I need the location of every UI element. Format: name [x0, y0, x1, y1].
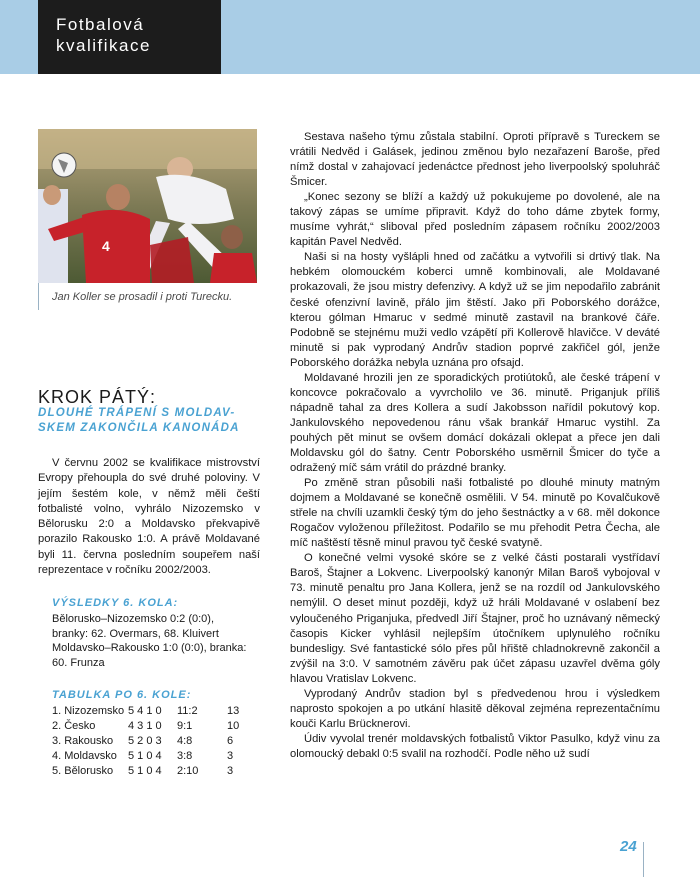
- section-tag-line2: kvalifikace: [56, 36, 151, 55]
- section-tag-line1: Fotbalová: [56, 15, 145, 34]
- table-row: [52, 719, 239, 734]
- jersey-number: 4: [102, 238, 110, 254]
- results-line: Moldavsko–Rakousko 1:0 (0:0), branka:: [52, 642, 247, 655]
- record-cell: 5 2 0 3: [128, 735, 162, 747]
- score-cell: 11:2: [177, 705, 198, 717]
- article-paragraph: Vyprodaný Andrův stadion byl s předvedenou hrou i výsledkem naprosto spokojen a po utkání hlasitě děkoval zejména reprezentačnímu kouči Karlu Brücknerovi.: [290, 687, 660, 730]
- article-paragraph: Po změně stran působili naši fotbalisté po dlouhé minuty matným dojmem a Moldavané se konečně osmělili. V 54. minutě po Kovalčukově střele na chvíli uzamkli český tým do jeho šestnáctky a v 68. měl dokonce Rogačov vyloženou příležitost. Podařilo se mu přehodit Petra Čecha, ale míč naštěstí těsně minul pravou tyč české svatyně.: [290, 477, 660, 550]
- points-cell: 10: [227, 720, 240, 732]
- article-paragraph: O konečné velmi vysoké skóre se z velké části postarali vystřídaví Baroš, Štajner a Lokvenc. Liverpoolský kanonýr Milan Baroš vybojoval v 73. minutě penaltu pro Jana Kollera, jenž se na rozdíl od Jankulovského nemýlil. O deset minut později, když už hráli Moldavané v oslabení bez vyloučeného Priganjuka, předvedl Jiří Štajner, proč ho uznávaný německý časopis Kicker vyhlásil nejlepším útočníkem uplynulého ročníku bundesligy. Své fantastické sólo přes půl hřiště chladnokrevně zakončil a zvýšil na 3:0. V samotném závěru pak účet zápasu uzavřel dvěma góly hlavou Vratislav Lokvenc.: [290, 552, 660, 685]
- score-cell: 3:8: [177, 750, 193, 762]
- intro-text: [38, 456, 260, 578]
- team-cell: 1. Nizozemsko: [52, 705, 125, 717]
- points-cell: 13: [227, 705, 240, 717]
- results-list: [52, 612, 262, 670]
- record-cell: 5 4 1 0: [128, 705, 162, 717]
- article-paragraph: Sestava našeho týmu zůstala stabilní. Oproti přípravě s Tureckem se vrátili Nedvěd i Galásek, jedinou změnou bylo nezařazení Baroše, před nímž dostal v zahajovací jedenáctce přednost jeho liverpoolský spoluhráč Šmicer.: [290, 131, 660, 189]
- article-paragraph: „Konec sezony se blíží a každý už pokukujeme po dovolené, ale na takový zápas se umíme připravit. Když do toho dáme zbytek formy, musíme vyhrát,“ sliboval před posledním zápasem ročníku 2002/2003 kapitán Pavel Nedvěd.: [290, 191, 660, 249]
- page-number-rule: [643, 842, 644, 877]
- caption-rule: [38, 283, 39, 310]
- article-paragraph: Naši si na hosty vyšlápli hned od začátku a vytvořili si drtivý tlak. Na hebkém olomouckém koberci umně kombinovali, ale Moldavané prokazovali, že jsou mistry defenzivy. A když už se jim nepodařilo zabránit české ofenzivní lavině, přálo jim štěstí. Jako při Poborského dorážce, kterou gólman Hmaruc v sedmé minutě zastavil na brankové čáře. Podobně se stejnému muži vedlo vzápětí při Kollerově hlavičce. V deváté minutě si pak vyprodaný Andrův stadion poprvé zakřičel gól, jenže Poborského dorážka nebyla uznána pro ofsajd.: [290, 251, 660, 369]
- page-number: 24: [620, 838, 637, 855]
- article-paragraph: Údiv vyvolal trenér moldavských fotbalistů Viktor Pasulko, když vinu za olomoucký debakl 0:5 svalil na rozhodčí. Podle něho už sudí: [290, 732, 660, 760]
- match-photo-illustration: [38, 129, 257, 283]
- results-line: 60. Frunza: [52, 656, 105, 669]
- record-cell: 4 3 1 0: [128, 720, 162, 732]
- points-cell: 3: [227, 765, 234, 777]
- match-photo: [38, 129, 257, 283]
- team-cell: 2. Česko: [52, 720, 96, 732]
- article-paragraph: Moldavané hrozili jen ze sporadických protiútoků, ale české trápení v koncovce pokračovalo a vyvrcholilo ve 36. minutě. Priganjuk příliš nápadně tahal za dres Kollera a sudí Jakobsson nařídil pokutový kop. Jankulovského nepovedenou ránu však brankář Hmaruc vystihl. Za pouhých pět minut se ovšem domácí dokázali oklepat a přece jen dali Moldavsku gól do šatny. Centr Poborského usměrnil Šmicer do tyče a odražený míč sám vrátil do prázdné branky.: [290, 371, 660, 475]
- score-cell: 4:8: [177, 735, 193, 747]
- table-row: [52, 764, 239, 779]
- table-row: [52, 749, 239, 764]
- team-cell: 4. Moldavsko: [52, 750, 117, 762]
- article-body: [290, 130, 660, 762]
- subheading-line2: SKEM ZAKONČILA KANONÁDA: [38, 422, 240, 434]
- record-cell: 5 1 0 4: [128, 750, 162, 762]
- standings-table: [52, 704, 239, 779]
- table-row: [52, 734, 239, 749]
- points-cell: 6: [227, 735, 234, 747]
- results-line: branky: 62. Overmars, 68. Kluivert: [52, 627, 219, 640]
- record-cell: 5 1 0 4: [128, 765, 162, 777]
- score-cell: 2:10: [177, 765, 199, 777]
- subheading-line1: DLOUHÉ TRÁPENÍ S MOLDAV-: [38, 407, 236, 419]
- section-tag: [38, 0, 221, 74]
- team-cell: 5. Bělorusko: [52, 765, 114, 777]
- intro-paragraph: V červnu 2002 se kvalifikace mistrovství Evropy přehoupla do své druhé poloviny. V jejím šestém kole, v němž měli čeští fotbalisté volno, vyhrálo Nizozemsko v Bělorusku 2:0 a Moldavsko překvapivě porazilo Rakousko 1:0. A právě Moldavané byli 11. června posledním soupeřem naší reprezentace v ročníku 2002/2003.: [38, 457, 260, 577]
- table-heading: TABULKA PO 6. KOLE:: [52, 689, 192, 701]
- team-cell: 3. Rakousko: [52, 735, 114, 747]
- photo-caption: Jan Koller se prosadil i proti Turecku.: [52, 291, 233, 303]
- results-line: Bělorusko–Nizozemsko 0:2 (0:0),: [52, 613, 215, 625]
- results-heading: VÝSLEDKY 6. KOLA:: [52, 597, 179, 609]
- section-subheading: [38, 406, 258, 436]
- points-cell: 3: [227, 750, 234, 762]
- table-row: [52, 704, 239, 719]
- section-heading: KROK PÁTÝ:: [38, 387, 157, 407]
- score-cell: 9:1: [177, 720, 193, 732]
